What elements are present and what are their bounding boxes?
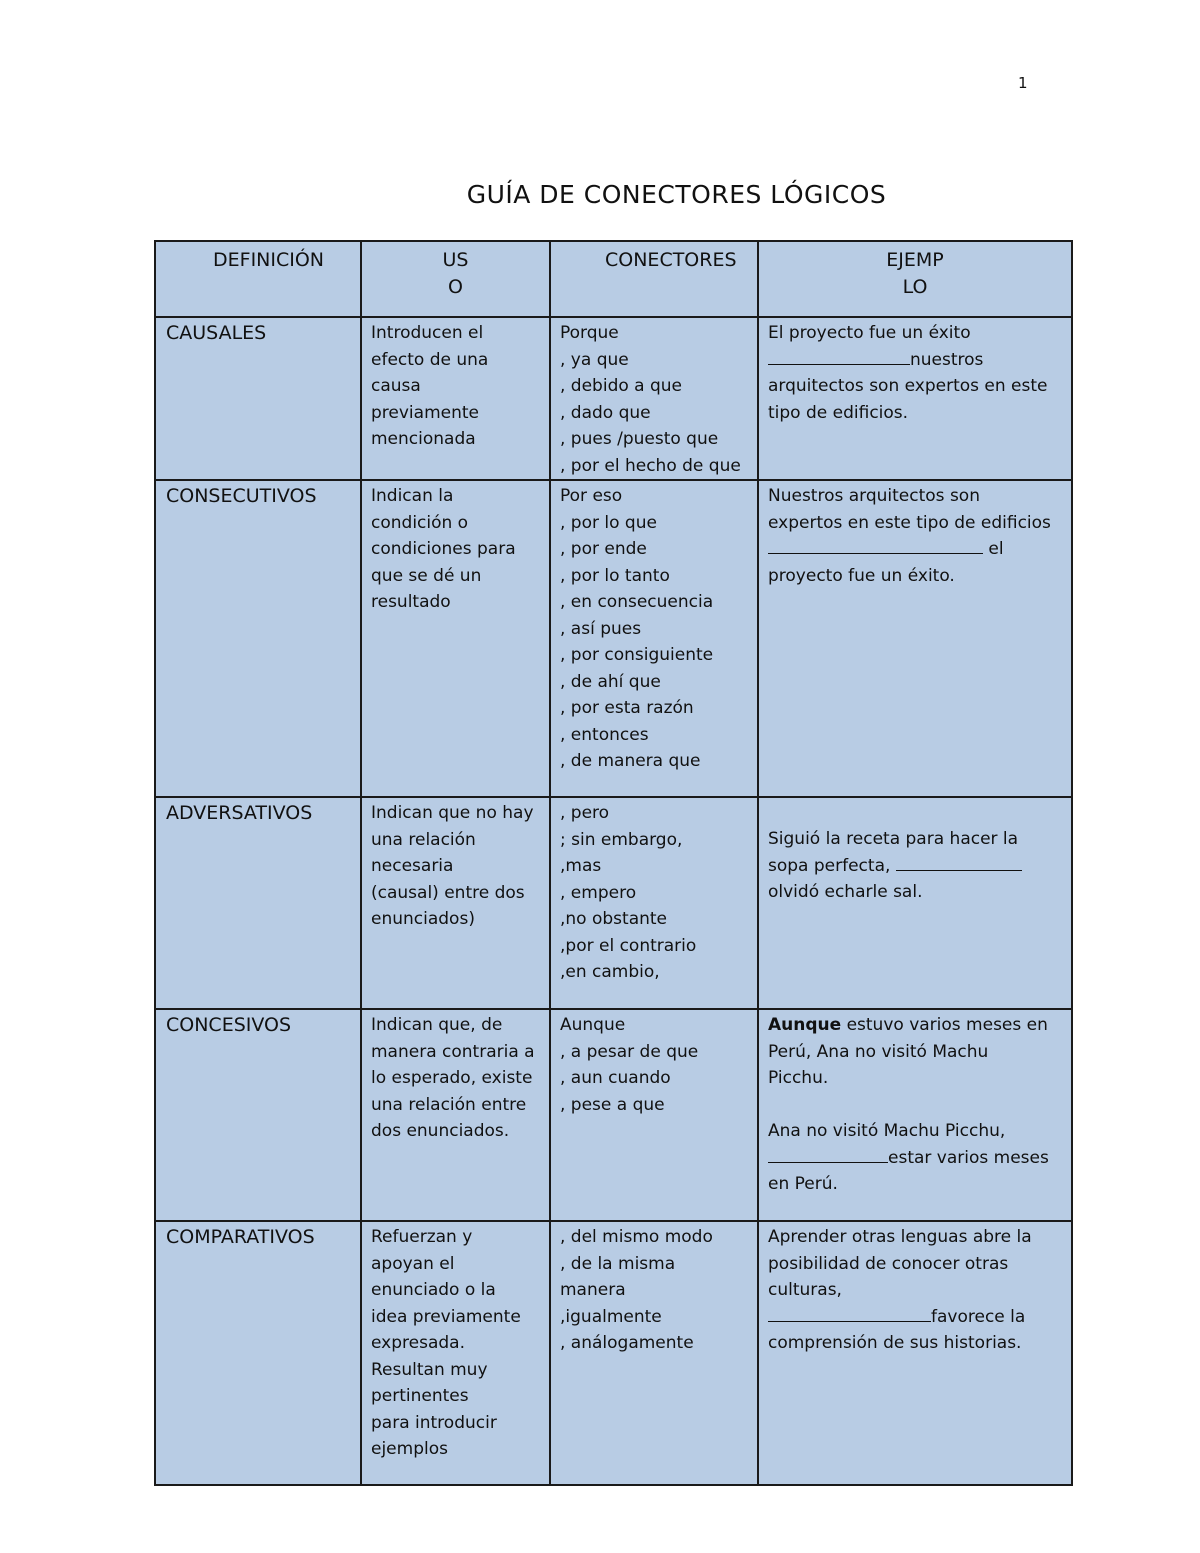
header-uso-line-2: O bbox=[448, 275, 463, 298]
header-ejemplo bbox=[758, 241, 1072, 317]
example-line: el bbox=[988, 539, 1004, 559]
connector-item: , de ahí que bbox=[560, 671, 661, 692]
connector-item: , por ende bbox=[560, 539, 647, 559]
connector-item: , empero bbox=[560, 882, 637, 903]
connector-item: Aunque bbox=[560, 1015, 626, 1035]
uso-line: Refuerzan y bbox=[371, 1227, 473, 1247]
conectores-cell bbox=[551, 1010, 757, 1118]
header-ejemplo-line-2: LO bbox=[902, 275, 928, 298]
uso-line: efecto de una bbox=[371, 349, 489, 370]
category-label: COMPARATIVOS bbox=[166, 1226, 315, 1248]
connector-item: ,en cambio, bbox=[560, 962, 660, 982]
example-line: favorece la bbox=[931, 1306, 1026, 1327]
example-line: estar varios meses bbox=[888, 1147, 1049, 1168]
conectores-cell bbox=[551, 318, 757, 479]
example-line: comprensión de sus historias. bbox=[768, 1333, 1022, 1353]
uso-line: para introducir bbox=[371, 1412, 497, 1433]
uso-line: previamente bbox=[371, 402, 479, 423]
example-line: estuvo varios meses en bbox=[841, 1015, 1048, 1035]
uso-cell bbox=[362, 1222, 549, 1463]
example-line: arquitectos son expertos en este bbox=[768, 376, 1048, 396]
connector-item: , por lo tanto bbox=[560, 565, 670, 586]
example-line: Perú, Ana no visitó Machu bbox=[768, 1041, 989, 1062]
connector-item: , pues /puesto que bbox=[560, 429, 719, 449]
uso-line: pertinentes bbox=[371, 1386, 469, 1406]
uso-cell bbox=[362, 1010, 549, 1145]
example-line: Aprender otras lenguas abre la bbox=[768, 1227, 1032, 1247]
connector-item: ,igualmente bbox=[560, 1306, 662, 1327]
table-row bbox=[155, 1221, 1072, 1485]
connector-item: ,no obstante bbox=[560, 909, 668, 929]
header-uso-line-1: US bbox=[442, 249, 469, 271]
uso-line: condición o bbox=[371, 512, 469, 533]
uso-line: condiciones para bbox=[371, 539, 516, 559]
example-line: en Perú. bbox=[768, 1174, 838, 1194]
table-row bbox=[155, 480, 1072, 797]
connector-item: ; sin embargo, bbox=[560, 829, 683, 850]
connector-item: , de manera que bbox=[560, 751, 701, 771]
uso-line: manera contraria a bbox=[371, 1041, 535, 1062]
uso-line: que se dé un bbox=[371, 565, 482, 586]
uso-line: Introducen el bbox=[371, 323, 484, 343]
fill-blank bbox=[896, 853, 1022, 871]
connector-item: , análogamente bbox=[560, 1333, 694, 1353]
uso-line: mencionada bbox=[371, 429, 476, 449]
connector-item: Porque bbox=[560, 323, 619, 343]
uso-line: enunciado o la bbox=[371, 1280, 496, 1300]
example-line: Siguió la receta para hacer la bbox=[768, 829, 1019, 849]
connector-item: ,mas bbox=[560, 856, 602, 876]
connector-item: Por eso bbox=[560, 486, 623, 506]
category-label: CONCESIVOS bbox=[166, 1014, 292, 1036]
uso-line: causa bbox=[371, 376, 421, 396]
uso-cell bbox=[362, 481, 549, 616]
connector-item: , debido a que bbox=[560, 376, 683, 396]
connector-item: , ya que bbox=[560, 349, 629, 370]
example-line: sopa perfecta, bbox=[768, 855, 891, 876]
ejemplo-cell bbox=[759, 481, 1071, 589]
example-bold-word: Aunque bbox=[768, 1015, 842, 1035]
conectores-cell bbox=[551, 481, 757, 775]
uso-cell bbox=[362, 318, 549, 453]
connector-item: , de la misma bbox=[560, 1253, 676, 1274]
category-label: CONSECUTIVOS bbox=[166, 485, 317, 507]
fill-blank bbox=[768, 1304, 931, 1322]
example-line: Picchu. bbox=[768, 1068, 829, 1088]
table-row bbox=[155, 317, 1072, 480]
example-line: culturas, bbox=[768, 1280, 842, 1300]
uso-line: Indican la bbox=[371, 486, 454, 506]
uso-line: una relación bbox=[371, 829, 476, 850]
connector-item: , dado que bbox=[560, 402, 651, 423]
connector-item: , entonces bbox=[560, 724, 649, 745]
uso-line: (causal) entre dos bbox=[371, 882, 525, 903]
fill-blank bbox=[768, 1145, 888, 1163]
ejemplo-cell bbox=[759, 1010, 1071, 1198]
connectors-table bbox=[154, 240, 1073, 1486]
header-uso bbox=[361, 241, 550, 317]
example-line: posibilidad de conocer otras bbox=[768, 1253, 1009, 1274]
example-line: Ana no visitó Machu Picchu, bbox=[768, 1121, 1006, 1141]
example-line: nuestros bbox=[910, 349, 984, 370]
example-line: Nuestros arquitectos son bbox=[768, 486, 980, 506]
uso-line: Resultan muy bbox=[371, 1359, 488, 1380]
category-label: ADVERSATIVOS bbox=[166, 802, 313, 824]
page-number: 1 bbox=[1018, 74, 1028, 92]
connector-item: , aun cuando bbox=[560, 1068, 671, 1088]
ejemplo-cell bbox=[759, 798, 1071, 906]
connector-item: , así pues bbox=[560, 618, 642, 639]
header-conectores-label: CONECTORES bbox=[605, 249, 737, 271]
header-conectores bbox=[550, 241, 758, 317]
page-title: GUÍA DE CONECTORES LÓGICOS bbox=[466, 180, 887, 209]
example-line: expertos en este tipo de edificios bbox=[768, 512, 1051, 533]
example-line: tipo de edificios. bbox=[768, 402, 909, 423]
connector-item: , por el hecho de que bbox=[560, 455, 741, 476]
uso-line: apoyan el bbox=[371, 1253, 455, 1274]
uso-cell bbox=[362, 798, 549, 933]
example-line: El proyecto fue un éxito bbox=[768, 323, 971, 343]
uso-line: lo esperado, existe bbox=[371, 1068, 533, 1088]
connector-item: , pese a que bbox=[560, 1094, 665, 1115]
fill-blank bbox=[768, 536, 983, 554]
uso-line: idea previamente bbox=[371, 1306, 521, 1327]
connector-item: , por consiguiente bbox=[560, 645, 714, 665]
uso-line: una relación entre bbox=[371, 1094, 527, 1115]
uso-line: necesaria bbox=[371, 856, 454, 876]
connector-item: , del mismo modo bbox=[560, 1227, 713, 1247]
connector-item: manera bbox=[560, 1280, 626, 1300]
conectores-cell bbox=[551, 798, 757, 986]
table-row bbox=[155, 797, 1072, 1009]
header-ejemplo-line-1: EJEMP bbox=[886, 249, 944, 271]
conectores-cell bbox=[551, 1222, 757, 1357]
uso-line: resultado bbox=[371, 592, 451, 612]
uso-line: Indican que no hay bbox=[371, 803, 534, 823]
uso-line: ejemplos bbox=[371, 1439, 448, 1459]
connector-item: , a pesar de que bbox=[560, 1041, 699, 1062]
connector-item: , por esta razón bbox=[560, 698, 694, 718]
table-row bbox=[155, 1009, 1072, 1221]
uso-line: dos enunciados. bbox=[371, 1121, 510, 1141]
uso-line: expresada. bbox=[371, 1333, 465, 1353]
fill-blank bbox=[768, 347, 910, 365]
ejemplo-cell bbox=[759, 1222, 1071, 1357]
connector-item: ,por el contrario bbox=[560, 935, 697, 956]
connector-item: , pero bbox=[560, 803, 610, 823]
category-label: CAUSALES bbox=[166, 322, 267, 344]
header-definicion bbox=[155, 241, 361, 317]
example-line: olvidó echarle sal. bbox=[768, 882, 923, 902]
uso-line: Indican que, de bbox=[371, 1015, 503, 1035]
uso-line: enunciados) bbox=[371, 909, 475, 929]
example-line: proyecto fue un éxito. bbox=[768, 565, 955, 586]
ejemplo-cell bbox=[759, 318, 1071, 426]
connector-item: , en consecuencia bbox=[560, 592, 714, 612]
header-row bbox=[155, 241, 1072, 317]
connector-item: , por lo que bbox=[560, 512, 657, 533]
header-definicion-label: DEFINICIÓN bbox=[213, 249, 325, 271]
